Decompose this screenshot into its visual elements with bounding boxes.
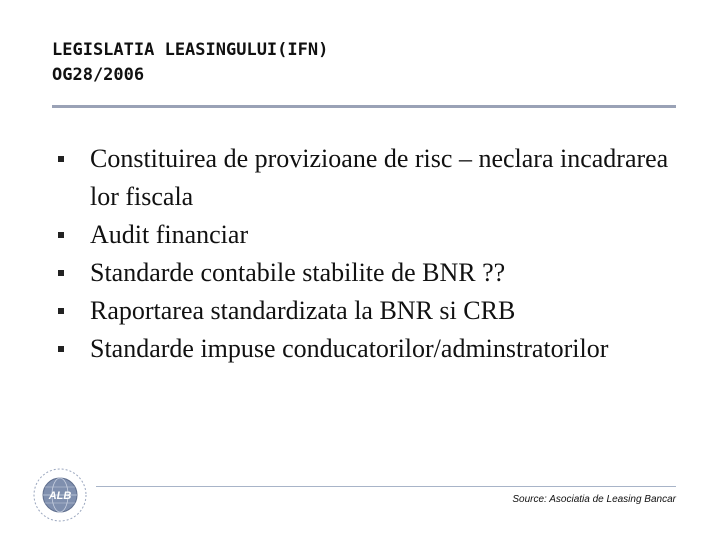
bullet-text: Standarde impuse conducatorilor/adminstratorilor <box>90 334 609 363</box>
square-bullet-icon <box>58 346 64 352</box>
bullet-list <box>55 140 695 368</box>
bullet-text: Audit financiar <box>90 220 249 249</box>
bullet-text: Raportarea standardizata la BNR si CRB <box>90 296 516 325</box>
bullet-text: Constituirea de provizioane de risc – neclara incadrarea lor fiscala <box>90 144 669 211</box>
title-line-1: LEGISLATIA LEASINGULUI(IFN) <box>52 40 329 60</box>
square-bullet-icon <box>58 232 64 238</box>
logo-text: ALB <box>48 490 72 502</box>
square-bullet-icon <box>58 270 64 276</box>
bullet-item <box>55 216 695 254</box>
bullet-item <box>55 140 695 216</box>
footer-divider <box>96 486 676 487</box>
square-bullet-icon <box>58 156 64 162</box>
bullet-item <box>55 292 695 330</box>
source-note: Source: Asociatia de Leasing Bancar <box>512 494 676 505</box>
alb-logo <box>30 462 98 524</box>
title-line-2: OG28/2006 <box>52 65 145 85</box>
title-divider <box>52 105 676 108</box>
square-bullet-icon <box>58 308 64 314</box>
bullet-item <box>55 254 695 292</box>
bullet-item <box>55 330 695 368</box>
slide-title <box>52 38 328 88</box>
bullet-text: Standarde contabile stabilite de BNR ?? <box>90 258 506 287</box>
